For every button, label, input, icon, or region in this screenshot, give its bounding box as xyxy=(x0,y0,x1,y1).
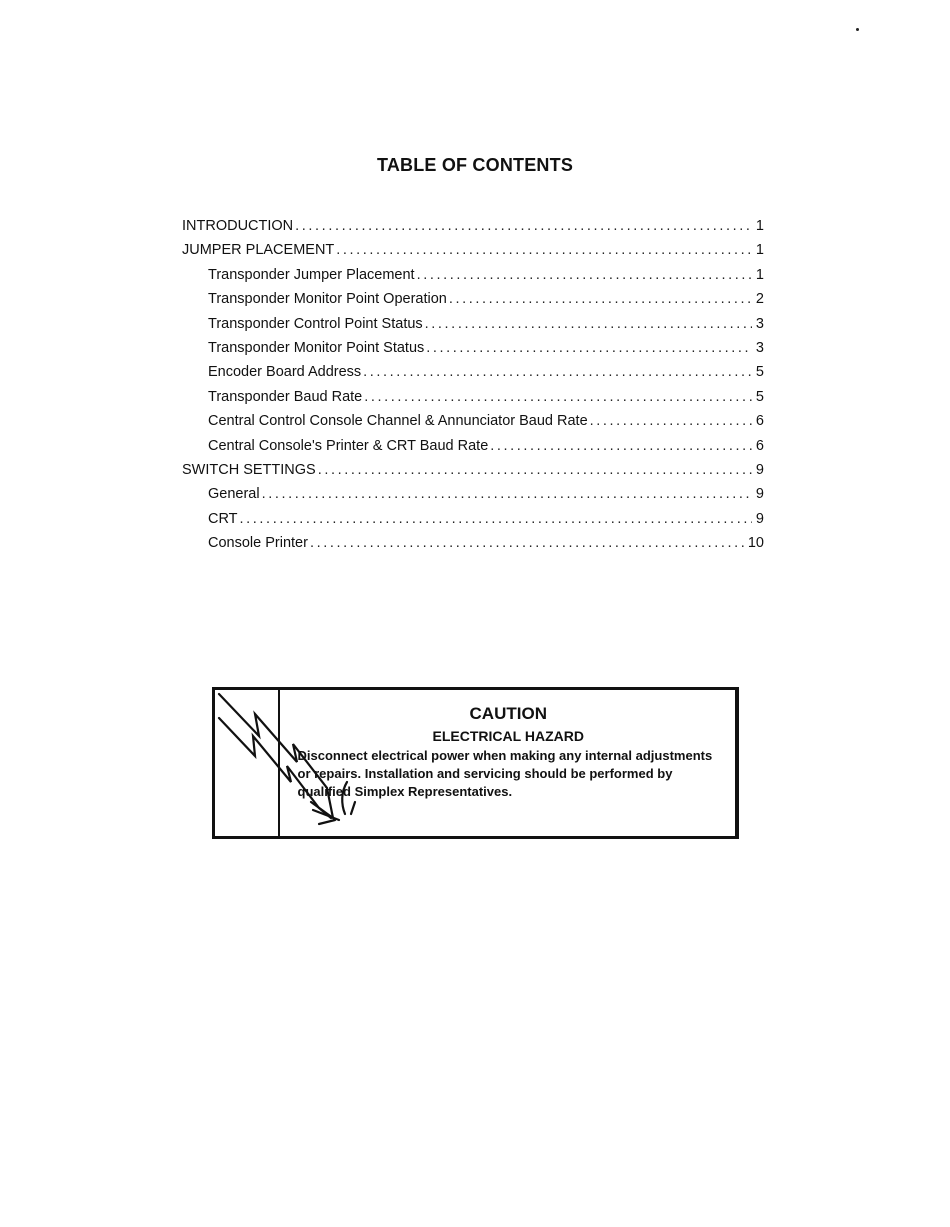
toc-leader-dots xyxy=(363,364,752,380)
toc-leader-dots xyxy=(295,218,752,234)
toc-entry-page: 1 xyxy=(755,242,764,259)
toc-entry xyxy=(182,340,764,364)
toc-entry xyxy=(182,535,764,559)
lightning-bolt-icon xyxy=(215,690,365,836)
toc-entry xyxy=(182,364,764,388)
toc-entry-label: JUMPER PLACEMENT xyxy=(182,242,335,259)
toc-entry-label: Transponder Baud Rate xyxy=(208,388,363,405)
toc-entry-label: SWITCH SETTINGS xyxy=(182,461,316,478)
toc-entry-page: 1 xyxy=(755,266,764,283)
toc-entry xyxy=(182,438,764,462)
toc-entry-label: Console Printer xyxy=(208,535,308,552)
toc-entry-label: Transponder Control Point Status xyxy=(208,315,423,332)
toc-leader-dots xyxy=(318,462,752,478)
toc-entry xyxy=(182,413,764,437)
caution-body: Disconnect electrical power when making any internal adjustments or repairs. Installation and servicing should be performed by qualified Simplex Representatives. xyxy=(297,748,713,799)
toc-entry-page: 9 xyxy=(755,486,764,503)
caution-subheading: ELECTRICAL HAZARD xyxy=(432,728,584,744)
toc-leader-dots xyxy=(449,291,752,307)
toc-leader-dots xyxy=(490,438,752,454)
toc-leader-dots xyxy=(426,340,752,356)
toc-entry-page: 1 xyxy=(755,218,764,234)
toc-entry xyxy=(182,462,764,486)
toc-entry-page: 9 xyxy=(755,461,764,478)
toc-leader-dots xyxy=(262,486,752,502)
toc-entry-label: General xyxy=(208,486,260,503)
toc-entry-label: Encoder Board Address xyxy=(208,364,362,381)
toc-entry xyxy=(182,389,764,413)
table-of-contents xyxy=(182,218,764,559)
toc-entry-page: 3 xyxy=(755,339,764,356)
toc-entry-page: 5 xyxy=(755,364,764,381)
toc-entry-label: CRT xyxy=(208,510,238,527)
toc-entry xyxy=(182,316,764,340)
toc-entry xyxy=(182,511,764,535)
toc-entry-label: Transponder Monitor Point Status xyxy=(208,339,425,356)
toc-entry-page: 6 xyxy=(755,413,764,430)
caution-icon-cell xyxy=(215,690,280,836)
caution-heading: CAUTION xyxy=(469,704,547,723)
caution-box xyxy=(212,687,739,839)
toc-entry xyxy=(182,291,764,315)
toc-leader-dots xyxy=(417,267,752,283)
toc-entry xyxy=(182,486,764,510)
toc-entry-page: 9 xyxy=(755,510,764,527)
toc-leader-dots xyxy=(590,413,752,429)
toc-leader-dots xyxy=(364,389,752,405)
page-title: TABLE OF CONTENTS xyxy=(376,155,574,175)
toc-entry-page: 5 xyxy=(755,388,764,405)
toc-leader-dots xyxy=(336,242,752,258)
toc-entry-label: Transponder Jumper Placement xyxy=(208,266,415,283)
toc-entry-page: 10 xyxy=(747,535,764,552)
toc-entry xyxy=(182,242,764,266)
toc-leader-dots xyxy=(240,511,752,527)
scan-speck xyxy=(856,28,859,31)
toc-entry-label: INTRODUCTION xyxy=(182,218,294,234)
toc-leader-dots xyxy=(425,316,752,332)
toc-entry-label: Transponder Monitor Point Operation xyxy=(208,291,447,308)
toc-entry-label: Central Console's Printer & CRT Baud Rate xyxy=(208,437,489,454)
toc-entry-page: 3 xyxy=(755,315,764,332)
toc-entry xyxy=(182,267,764,291)
toc-entry-page: 6 xyxy=(755,437,764,454)
toc-entry-label: Central Control Console Channel & Annunciator Baud Rate xyxy=(208,413,588,430)
toc-entry-page: 2 xyxy=(755,291,764,308)
toc-leader-dots xyxy=(310,535,746,551)
toc-entry xyxy=(182,218,764,242)
